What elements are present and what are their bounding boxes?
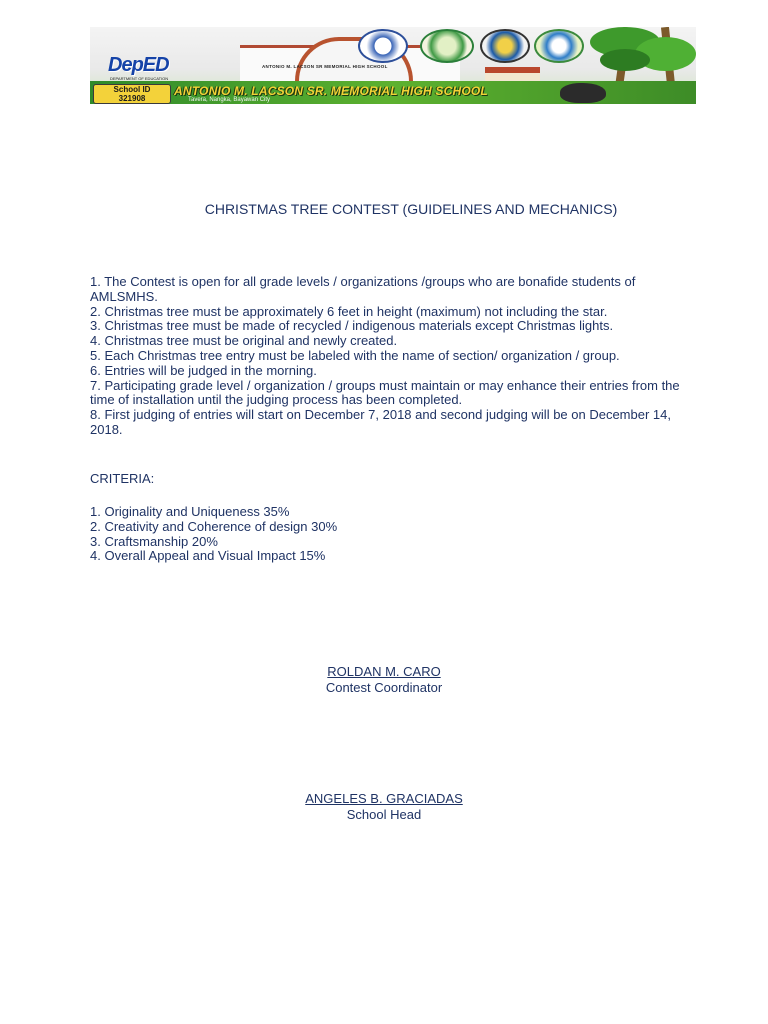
school-id-badge (93, 84, 171, 104)
signatory-name: ROLDAN M. CARO (327, 664, 441, 679)
palm-frond (600, 49, 650, 71)
signatory-position: School Head (346, 807, 422, 822)
school-address: Tavera, Nangka, Bayawan City (188, 97, 271, 103)
signatory-coordinator (0, 664, 768, 696)
guideline-item: 2. Christmas tree must be approximately 6 feet in height (maximum) not including the star. (90, 303, 608, 319)
deped-logo: DepED (108, 54, 169, 76)
guideline-item: 3. Christmas tree must be made of recycled / indigenous materials except Christmas lights. (90, 318, 614, 334)
guidelines-list (90, 275, 690, 438)
guideline-item: 7. Participating grade level / organization / groups must maintain or may enhance their entries from the time of installation until the judging process has been completed. (90, 377, 680, 408)
signatory-name: ANGELES B. GRACIADAS (305, 791, 463, 806)
document-title: CHRISTMAS TREE CONTEST (GUIDELINES AND MECHANICS) (204, 201, 618, 217)
guideline-item: 1. The Contest is open for all grade levels / organizations /groups who are bonafide students of AMLSMHS. (90, 274, 636, 304)
header-banner (90, 27, 696, 104)
deped-logo-subtext: DEPARTMENT OF EDUCATION (110, 76, 169, 81)
guideline-item: 6. Entries will be judged in the morning. (90, 362, 317, 378)
criteria-item: 3. Craftsmanship 20% (90, 533, 218, 549)
criteria-item: 1. Originality and Uniqueness 35% (90, 504, 290, 519)
signatory-school-head (0, 791, 768, 823)
school-id-number: 321908 (118, 94, 146, 103)
carabao-illustration (560, 83, 606, 103)
criteria-item: 4. Overall Appeal and Visual Impact 15% (90, 548, 326, 564)
signatory-position: Contest Coordinator (325, 680, 443, 695)
guideline-item: 5. Each Christmas tree entry must be labeled with the name of section/ organization / group. (90, 347, 620, 363)
city-seal-icon (480, 29, 530, 63)
school-seal-icon (420, 29, 474, 63)
criteria-heading: CRITERIA: (90, 471, 155, 486)
deped-seal-icon (358, 29, 408, 63)
criteria-item: 2. Creativity and Coherence of design 30% (90, 518, 338, 534)
criteria-list (90, 505, 690, 564)
school-name: ANTONIO M. LACSON SR. MEMORIAL HIGH SCHOOL (174, 84, 488, 98)
division-seal-icon (534, 29, 584, 63)
guideline-item: 4. Christmas tree must be original and newly created. (90, 333, 398, 349)
building-sign: ANTONIO M. LACSON SR MEMORIAL HIGH SCHOOL (262, 64, 388, 69)
guideline-item: 8. First judging of entries will start on December 7, 2018 and second judging will be on December 14, 2018. (90, 407, 671, 437)
school-id-label: School ID (113, 85, 151, 94)
